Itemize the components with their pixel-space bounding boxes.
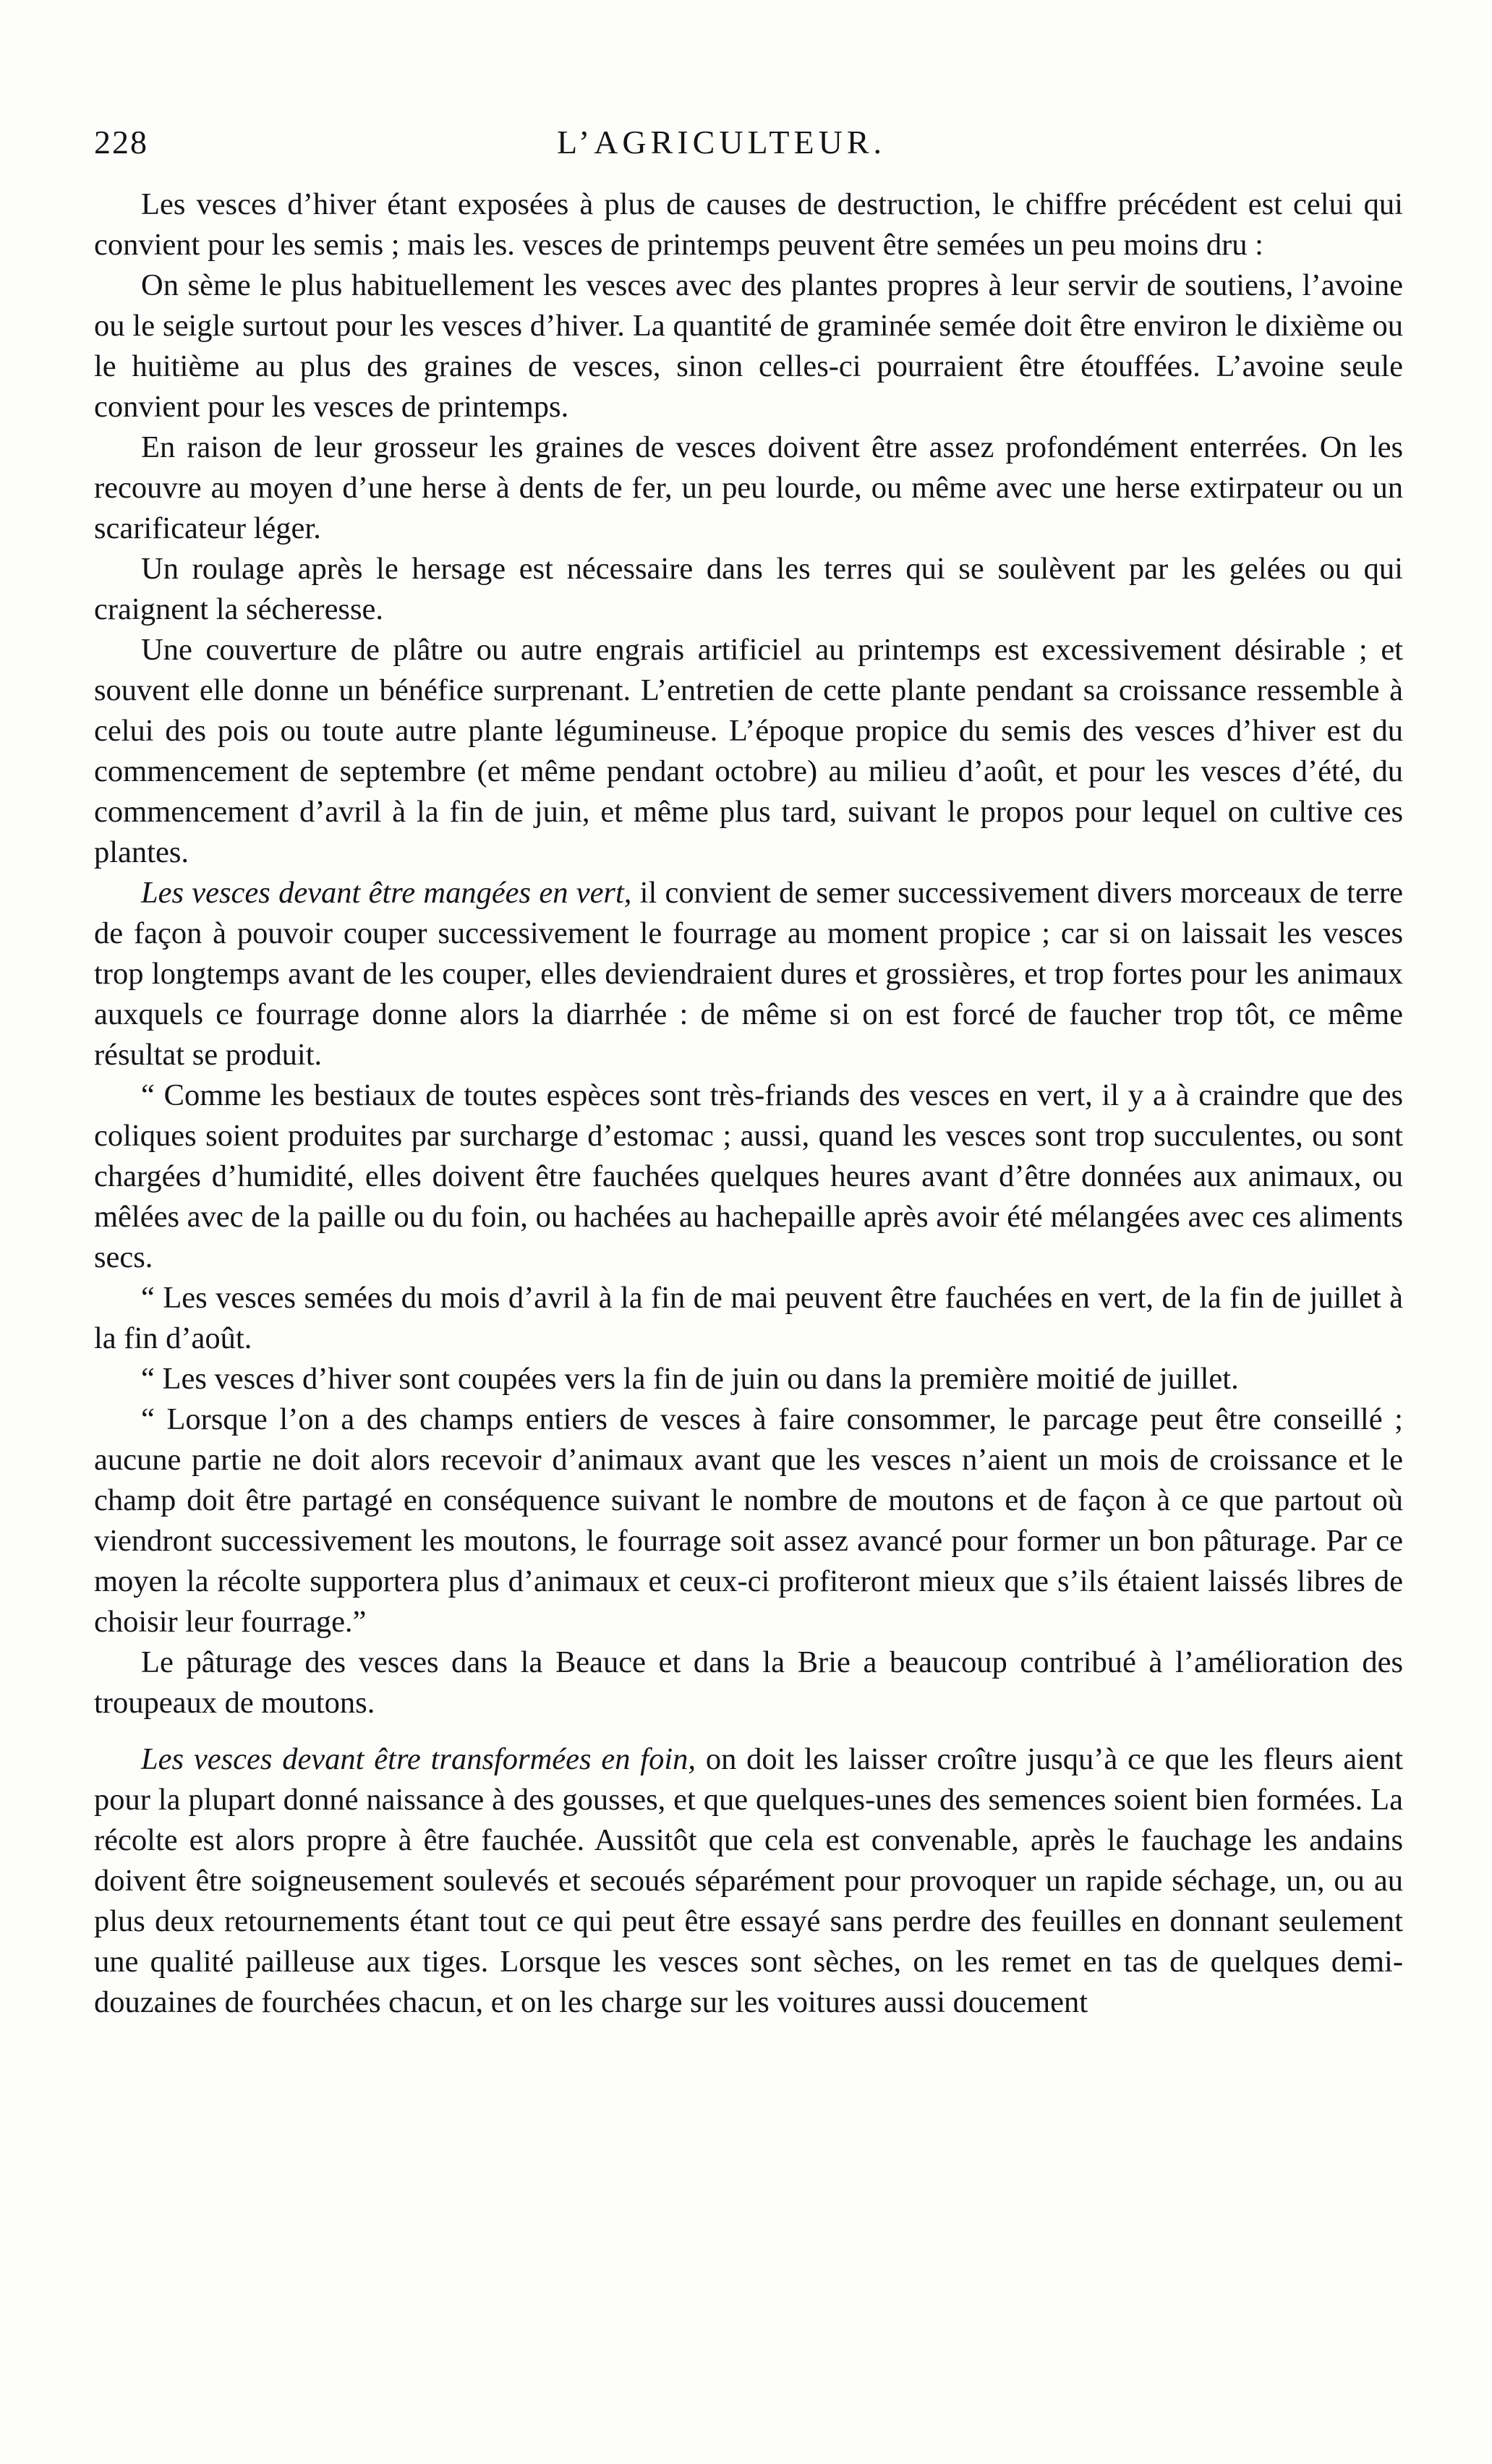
paragraph-text: “ Lorsque l’on a des champs entiers de vesces à faire consommer, le parcage peut être conseillé ; aucune partie ne doit alors recevoir d’animaux avant que les vesces n’aient un mois de croissance et le champ doit être partagé en conséquence suivant le nombre de moutons et de façon à ce que partout où viendront successivement les moutons, le fourrage soit assez avancé pour former un bon pâturage. Par ce moyen la récolte supportera plus d’animaux et ceux-ci profiteront mieux que s’ils étaient laissés libres de choisir leur fourrage.”	[94, 1402, 1403, 1639]
paragraph-lead-italic: Les vesces devant être mangées en vert,	[141, 876, 632, 910]
body-text	[94, 184, 1403, 2023]
paragraph-lead-italic: Les vesces devant être transformées en foin,	[141, 1742, 696, 1776]
paragraph	[94, 265, 1403, 427]
paragraph	[94, 184, 1403, 265]
quote-paragraph	[94, 1359, 1403, 1399]
quote-paragraph	[94, 1075, 1403, 1278]
paragraph	[94, 1642, 1403, 1723]
paragraph-text: “ Comme les bestiaux de toutes espèces sont très-friands des vesces en vert, il y a à craindre que des coliques soient produites par surcharge d’estomac ; aussi, quand les vesces sont trop succulentes, ou sont chargées d’humidité, elles doivent être fauchées quelques heures avant d’être données aux animaux, ou mêlées avec de la paille ou du foin, ou hachées au hachepaille après avoir été mélangées avec ces aliments secs.	[94, 1078, 1403, 1274]
paragraph	[94, 873, 1403, 1075]
paragraph-text: Le pâturage des vesces dans la Beauce et dans la Brie a beaucoup contribué à l’amélioration des troupeaux de moutons.	[94, 1645, 1403, 1720]
running-title: L’AGRICULTEUR.	[557, 124, 887, 161]
paragraph-text: il convient de semer successivement divers morceaux de terre de façon à pouvoir couper successivement le fourrage au moment propice ; car si on laissait les vesces trop longtemps avant de les couper, elles deviendraient dures et grossières, et trop fortes pour les animaux auxquels ce fourrage donne alors la diarrhée : de même si on est forcé de faucher trop tôt, ce même résultat se produit.	[94, 876, 1403, 1072]
paragraph-text: On sème le plus habituellement les vesces avec des plantes propres à leur servir de soutiens, l’avoine ou le seigle surtout pour les vesces d’hiver. La quantité de graminée semée doit être environ le dixième ou le huitième au plus des graines de vesces, sinon celles-ci pourraient être étouffées. L’avoine seule convient pour les vesces de printemps.	[94, 268, 1403, 424]
paragraph	[94, 427, 1403, 549]
quote-paragraph	[94, 1399, 1403, 1642]
page-header	[94, 123, 1403, 166]
paragraph-text: Une couverture de plâtre ou autre engrais artificiel au printemps est excessivement désirable ; et souvent elle donne un bénéfice surprenant. L’entretien de cette plante pendant sa croissance ressemble à celui des pois ou toute autre plante légumineuse. L’époque propice du semis des vesces d’hiver est du commencement de septembre (et même pendant octobre) au milieu d’août, et pour les vesces d’été, du commencement d’avril à la fin de juin, et même plus tard, suivant le propos pour lequel on cultive ces plantes.	[94, 633, 1403, 869]
paragraph-text: Les vesces d’hiver étant exposées à plus de causes de destruction, le chiffre précédent est celui qui convient pour les semis ; mais les. vesces de printemps peuvent être semées un peu moins dru :	[94, 187, 1403, 262]
paragraph-text: on doit les laisser croître jusqu’à ce que les fleurs aient pour la plupart donné naissance à des gousses, et que quelques-unes des semences soient bien formées. La récolte est alors propre à être fauchée. Aussitôt que cela est convenable, après le fauchage les andains doivent être soigneusement soulevés et secoués séparément pour provoquer un rapide séchage, un, ou au plus deux retournements étant tout ce qui peut être essayé sans perdre des feuilles en donnant seulement une qualité pailleuse aux tiges. Lorsque les vesces sont sèches, on les remet en tas de quelques demi-douzaines de fourchées chacun, et on les charge sur les voitures aussi doucement	[94, 1742, 1403, 2019]
paragraph-text: En raison de leur grosseur les graines de vesces doivent être assez profondément enterrées. On les recouvre au moyen d’une herse à dents de fer, un peu lourde, ou même avec une herse extirpateur ou un scarificateur léger.	[94, 430, 1403, 545]
quote-paragraph	[94, 1278, 1403, 1359]
paragraph	[94, 549, 1403, 630]
page-number: 228	[94, 124, 148, 161]
paragraph-text: “ Les vesces d’hiver sont coupées vers la fin de juin ou dans la première moitié de juillet.	[141, 1362, 1239, 1396]
paragraph	[94, 1739, 1403, 2023]
paragraph-text: Un roulage après le hersage est nécessaire dans les terres qui se soulèvent par les gelées ou qui craignent la sécheresse.	[94, 552, 1403, 626]
paragraph-text: “ Les vesces semées du mois d’avril à la fin de mai peuvent être fauchées en vert, de la fin de juillet à la fin d’août.	[94, 1281, 1403, 1355]
paragraph	[94, 630, 1403, 873]
